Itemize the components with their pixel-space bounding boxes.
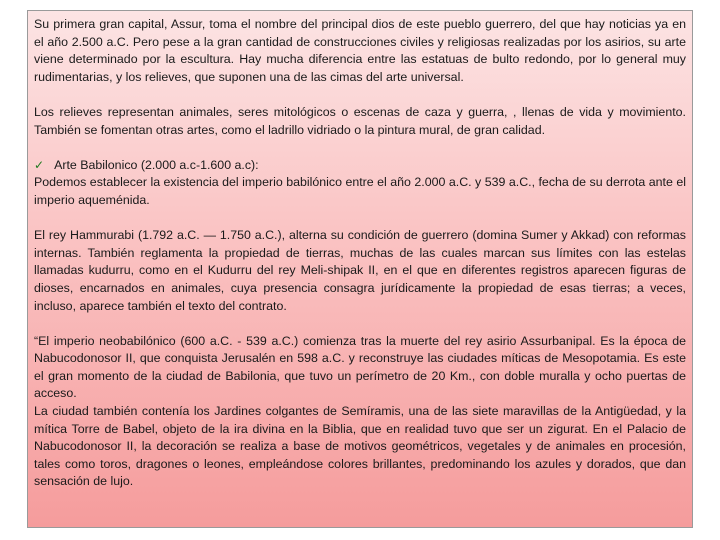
paragraph-assur: Su primera gran capital, Assur, toma el nombre del principal dios de este pueblo guerrero, del que hay noticias ya en el año 2.500 a.C. Pero pese a la gran cantidad de construcciones civiles y religiosas realizadas por los asirios, su arte viene determinado por la escultura. Hay mucha diferencia entre las estatuas de bulto redondo, por lo general muy rudimentarias, y los relieves, que suponen una de las cimas del arte universal. [34, 17, 686, 84]
spacer [34, 86, 686, 104]
spacer [34, 210, 686, 228]
section-heading-text: Arte Babilonico (2.000 a.c-1.600 a.c): [54, 157, 259, 172]
paragraph-imperio-babilonico: Podemos establecer la existencia del imperio babilónico entre el año 2.000 a.C. y 539 a.C., fecha de su derrota ante el imperio aqueménida. [34, 175, 686, 207]
checkmark-icon: ✓ [34, 157, 45, 172]
paragraph-jardines: La ciudad también contenía los Jardines colgantes de Semíramis, una de las siete maravillas de la Antigüedad, y la mítica Torre de Babel, objeto de la ira divina en la Biblia, que en realidad tuvo que ser un zigurat. En el Palacio de Nabucodonosor II, la decoración se realiza a base de motivos geométricos, vegetales y de animales en procesión, tales como toros, dragones o leones, empleándose colores brillantes, predominando los azules y dorados, que dan sensación de lujo. [34, 404, 686, 489]
section-heading [34, 157, 686, 175]
spacer [34, 315, 686, 333]
paragraph-neobabilonico: “El imperio neobabilónico (600 a.C. - 539 a.C.) comienza tras la muerte del rey asirio Assurbanipal. Es la época de Nabucodonosor II, que conquista Jerusalén en 598 a.C. y reconstruye las ciudades míticas de Mesopotamia. Es este el gran momento de la ciudad de Babilonia, que tuvo un perímetro de 20 Km., con doble muralla y ocho puertas de acceso. [34, 333, 686, 401]
paragraph-hammurabi: El rey Hammurabi (1.792 a.C. — 1.750 a.C.), alterna su condición de guerrero (domina Sumer y Akkad) con reformas internas. También reglamenta la propiedad de tierras, muchas de las cuales marcan sus límites con las estelas llamadas kudurru, como en el Kudurru del rey Meli-shipak II, en el que en diferentes registros aparecen figuras de dioses, encarnados en animales, cuya presencia consagra jurídicamente la propiedad de esas tierras; a veces, incluso, aparece también el texto del contrato. [34, 228, 686, 313]
text-box [27, 10, 693, 528]
spacer [34, 139, 686, 157]
paragraph-relieves: Los relieves representan animales, seres mitológicos o escenas de caza y guerra, , llenas de vida y movimiento. También se fomentan otras artes, como el ladrillo vidriado o la pintura mural, de gran calidad. [34, 104, 686, 137]
